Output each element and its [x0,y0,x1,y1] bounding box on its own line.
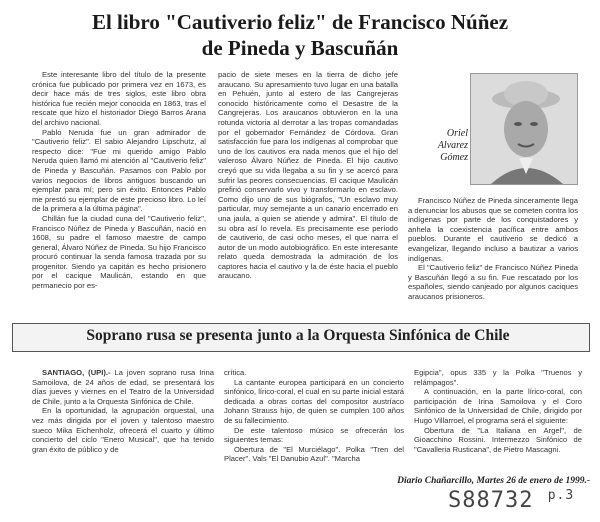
paragraph: En la oportunidad, la agrupación orquestal, una vez más dirigida por el joven y talentoso maestro sueco Mika Eichenholz, ofrecerá el cuarto y último concierto del ciclo "Enero Musical", que ha tenido gran éxito de público y de [32,406,214,454]
article2-column-1 [32,368,214,454]
paragraph: A continuación, en la parte lírico-coral, con participación de Irina Samoilova y el Coro Sinfónico de la Universidad de Chile, dirigido por Hugo Villarroel, el programa será el siguiente: [414,387,582,425]
article1-column-2 [218,70,398,281]
paragraph: Francisco Núñez de Pineda sinceramente llega a denunciar los abusos que se cometen contra los indígenas por parte de los conquistadores y anhela la coexistencia pacífica entre ambos pueblos. Durante el cautiverio se dedicó a evangelizar, llegando incluso a bautizar a varios indígenas. [408,196,578,263]
page-mark: p.3 [547,488,575,503]
paragraph: La cantante europea participará en un concierto sinfónico, lírico-coral, el cual en su parte inicial estará dedicada a obras cortas del compositor austríaco Johann Strauss hijo, de quien se cumplen 100 años de su fallecimiento. [224,377,404,425]
article2-headline: Soprano rusa se presenta junto a la Orquesta Sinfónica de Chile [86,327,510,344]
paragraph-text: La joven soprano rusa Irina Samoilova, de 24 años de edad, se presentará los días jueves y viernes en el Teatro de la Universidad de Chile, junto a la Orquesta Sinfónica de Chile. [32,368,214,406]
paragraph: Este interesante libro del título de la presente crónica fue publicado por primera vez en 1673, es decir hace más de tres siglos, este libro obra histórica fue recién mejor conocida en 1863, tras el rescate que hizo el historiador Diego Barros Arana del archivo nacional. [32,70,206,127]
photo-caption [412,128,468,164]
paragraph: Obertura de "El Murciélago". Polka "Tren del Placer". Vals "El Danubio Azul". "Marcha [224,444,404,464]
paragraph: pacio de siete meses en la tierra de dicho jefe araucano. Su apresamiento tuvo lugar en una batalla en Pehuén, junto al estero de las Cangrejeras conocido históricamente como el Desastre de la Cangrejeras. Los araucanos obtuvieron en la una rotunda victoria al derrotar a las tropas comandadas por el gobernador Fernández de Córdova. Gran satisfacción fue para los indígenas al comprobar que uno de los cautivos era nada menos que el hijo del valeroso Álvaro Núñez de Pineda. El hijo cautivo creyó que su vida llegaba a su fin y se acercó para sufrir las peores consecuencias. El cacique Maulicán prefirió conservarlo vivo y transformarlo en esclavo. Como dijo uno de sus biógrafos, "Un esclavo muy particular, muy semejante a un canario encerrado en una jaula, a quien se atiende y admira". El título de su obra así lo revela. Es precisamente ese período de cautiverio, de casi ocho meses, el que narra el autor de un modo autobiográfico. En este interesante relato queda demostrada la admiración de los captores hacia el cautivo y la de éste hacia el pueblo araucano. [218,70,398,281]
caption-line: Gómez [440,152,468,163]
paragraph: crítica. [224,368,247,377]
paragraph: Chillán fue la ciudad cuna del "Cautiverio feliz", Francisco Núñez de Pineda y Bascuñán, nació en 1608, su padre el famoso maestre de campo general, Álvaro Núñez de Pineda. Su hijo Francisco procuró continuar la senda famosa trazada por su progenitor. Siendo ya capitán es hecho prisionero por el cacique Maulicán, estando en que permanecio por es- [32,213,206,291]
caption-line: Oriel [446,128,468,139]
paragraph: Pablo Neruda fue un gran admirador de "Cautiverio feliz". El sabio Alejandro Lipschutz, al respecto dice: "Fue mi querido amigo Pablo Neruda quien llamó mi atención al "Cautiverio feliz" de Pineda y Bascuñán. Pasamos con Pablo por varios negocios de libros antiguos buscando un ejemplar para mí; pero sin éxito. Entonces Pablo me prestó su ejemplar de este precioso libro. Lo leí de la primera a la última página". [32,127,206,214]
paragraph: El "Cautiverio feliz" de Francisco Núñez Pineda y Bascuñán llegó a su fin. Fue rescatado por los españoles, siendo canjeado por algunos caciques araucanos prisioneros. [408,263,578,301]
caption-line: Alvarez [437,140,468,151]
portrait-image [471,74,577,184]
article2-column-2 [224,368,404,464]
handwritten-archive-number [448,488,574,513]
paragraph: Obertura de "La Italiana en Argel", de Gioacchino Rossini. Intermezzo Sinfónico de "Cavalleria Rusticana", de Pietro Mascagni. [414,425,582,454]
paragraph: Egipcia", opus 335 y la Polka "Truenos y relámpagos". [414,368,582,387]
article1-column-3 [408,196,578,302]
article-title-line1: El libro "Cautiverio feliz" de Francisco Núñez [91,10,509,34]
paragraph [32,368,214,406]
article1-column-1 [32,70,206,291]
dateline: SANTIAGO, (UPI).- [42,368,111,377]
archive-number: S88732 [448,488,534,513]
author-photo [470,73,578,185]
article-title-line2: de Pineda y Bascuñán [201,36,399,60]
paragraph: De este talentoso músico se ofrecerán los siguientes temas: [224,425,404,445]
source-line: Diario Chañarcillo, Martes 26 de enero de 1999.- [397,476,590,486]
article2-column-3 [414,368,582,454]
